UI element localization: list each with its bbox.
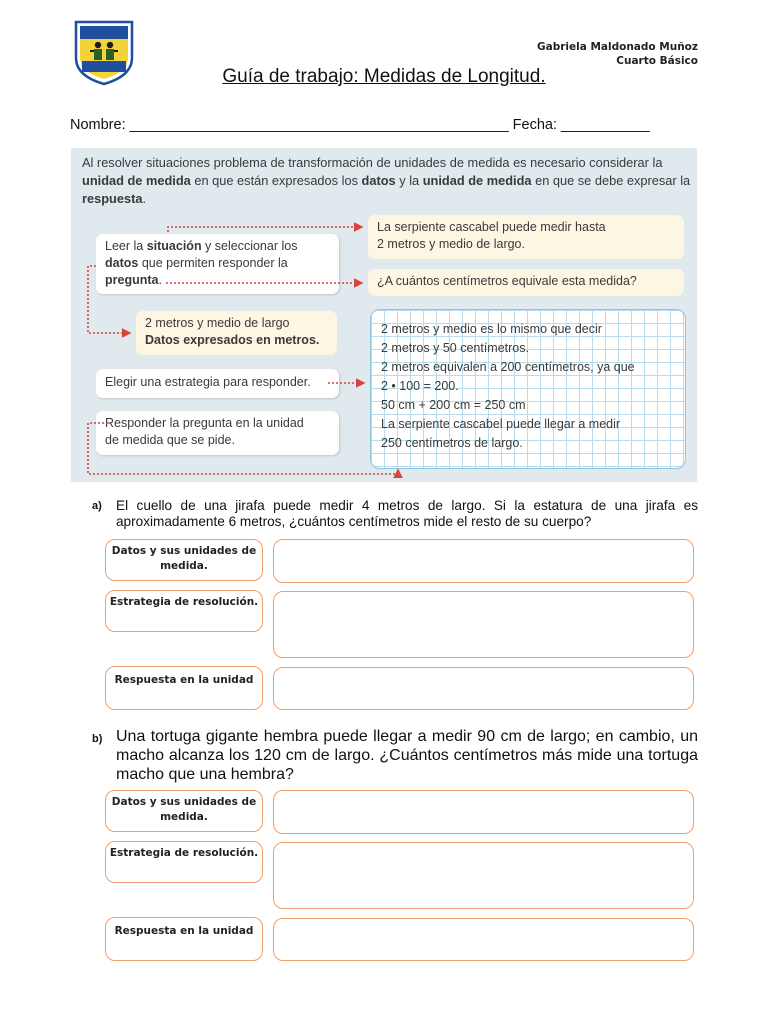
- step-bold: situación: [146, 239, 202, 253]
- situation-card: [368, 215, 684, 259]
- step-text: de medida que se pide.: [105, 433, 235, 447]
- step-strategy-card: [96, 369, 339, 398]
- step-text: Elegir una estrategia para responder.: [105, 375, 311, 389]
- solution-line: 250 centímetros de largo.: [381, 436, 523, 450]
- intro-text: en que se debe expresar la: [531, 173, 691, 188]
- step-bold: datos: [105, 256, 139, 270]
- question-letter: b): [92, 733, 103, 745]
- step-text: Responder la pregunta en la unidad: [105, 416, 304, 430]
- author-block: [537, 40, 698, 68]
- panel-intro: [82, 154, 694, 208]
- question-text: Una tortuga gigante hembra puede llegar a medir 90 cm de largo; en cambio, un macho alcanza los 120 cm de largo. ¿Cuántos centímetros más mide una tortuga macho que una hembra?: [116, 728, 698, 783]
- step-text: Leer la: [105, 239, 147, 253]
- question-text: El cuello de una jirafa puede medir 4 metros de largo. Si la estatura de una jirafa es aproximadamente 6 metros, ¿cuántos centímetros mide el resto de su cuerpo?: [116, 498, 698, 529]
- label-respuesta: Respuesta en la unidad: [105, 666, 263, 710]
- solution-line: 2 metros y 50 centímetros.: [381, 341, 529, 355]
- question-a: [92, 498, 698, 530]
- data-line: Datos expresados en metros.: [145, 333, 320, 347]
- label-respuesta: Respuesta en la unidad: [105, 917, 263, 961]
- intro-text: en que están expresados los: [190, 173, 362, 188]
- data-card: [136, 311, 337, 355]
- step-bold: pregunta: [105, 273, 159, 287]
- intro-text: y la: [395, 173, 423, 188]
- situation-line: 2 metros y medio de largo.: [377, 237, 525, 251]
- solution-grid: [370, 309, 686, 469]
- intro-bold: datos: [361, 173, 396, 188]
- intro-bold: unidad de medida: [82, 173, 191, 188]
- solution-line: 2 • 100 = 200.: [381, 379, 459, 393]
- name-date-line: Nombre: _______________________________________________ Fecha: ___________: [70, 117, 650, 133]
- solution-line: La serpiente cascabel puede llegar a medir: [381, 417, 621, 431]
- answer-box-respuesta[interactable]: [273, 667, 694, 710]
- step-text: .: [158, 273, 162, 287]
- page-title: Guía de trabajo: Medidas de Longitud.: [222, 66, 546, 87]
- step-read-card: [96, 234, 339, 294]
- label-estrategia: Estrategia de resolución.: [105, 841, 263, 883]
- answer-box-datos[interactable]: [273, 790, 694, 834]
- answer-box-datos[interactable]: [273, 539, 694, 583]
- situation-line: La serpiente cascabel puede medir hasta: [377, 220, 606, 234]
- solution-line: 2 metros y medio es lo mismo que decir: [381, 322, 602, 336]
- question-card: [368, 269, 684, 296]
- question-b: [92, 727, 698, 784]
- intro-bold: respuesta: [82, 191, 143, 206]
- answer-box-estrategia[interactable]: [273, 591, 694, 658]
- label-datos: Datos y sus unidades de medida.: [105, 790, 263, 832]
- answer-box-respuesta[interactable]: [273, 918, 694, 961]
- intro-bold: unidad de medida: [422, 173, 532, 188]
- solution-line: 2 metros equivalen a 200 centímetros, ya que: [381, 360, 635, 374]
- label-estrategia: Estrategia de resolución.: [105, 590, 263, 632]
- intro-text: .: [142, 191, 147, 206]
- intro-text: Al resolver situaciones problema de transformación de unidades de medida es necesario considerar la: [82, 155, 663, 170]
- step-answer-card: [96, 411, 339, 455]
- answer-box-estrategia[interactable]: [273, 842, 694, 909]
- question-letter: a): [92, 500, 102, 512]
- author-name: Gabriela Maldonado Muñoz: [537, 41, 698, 53]
- step-text: y seleccionar los: [201, 239, 298, 253]
- grade-level: Cuarto Básico: [616, 55, 698, 67]
- question-line: ¿A cuántos centímetros equivale esta medida?: [377, 274, 637, 288]
- label-datos: Datos y sus unidades de medida.: [105, 539, 263, 581]
- data-line: 2 metros y medio de largo: [145, 316, 290, 330]
- solution-line: 50 cm + 200 cm = 250 cm: [381, 398, 526, 412]
- step-text: que permiten responder la: [138, 256, 288, 270]
